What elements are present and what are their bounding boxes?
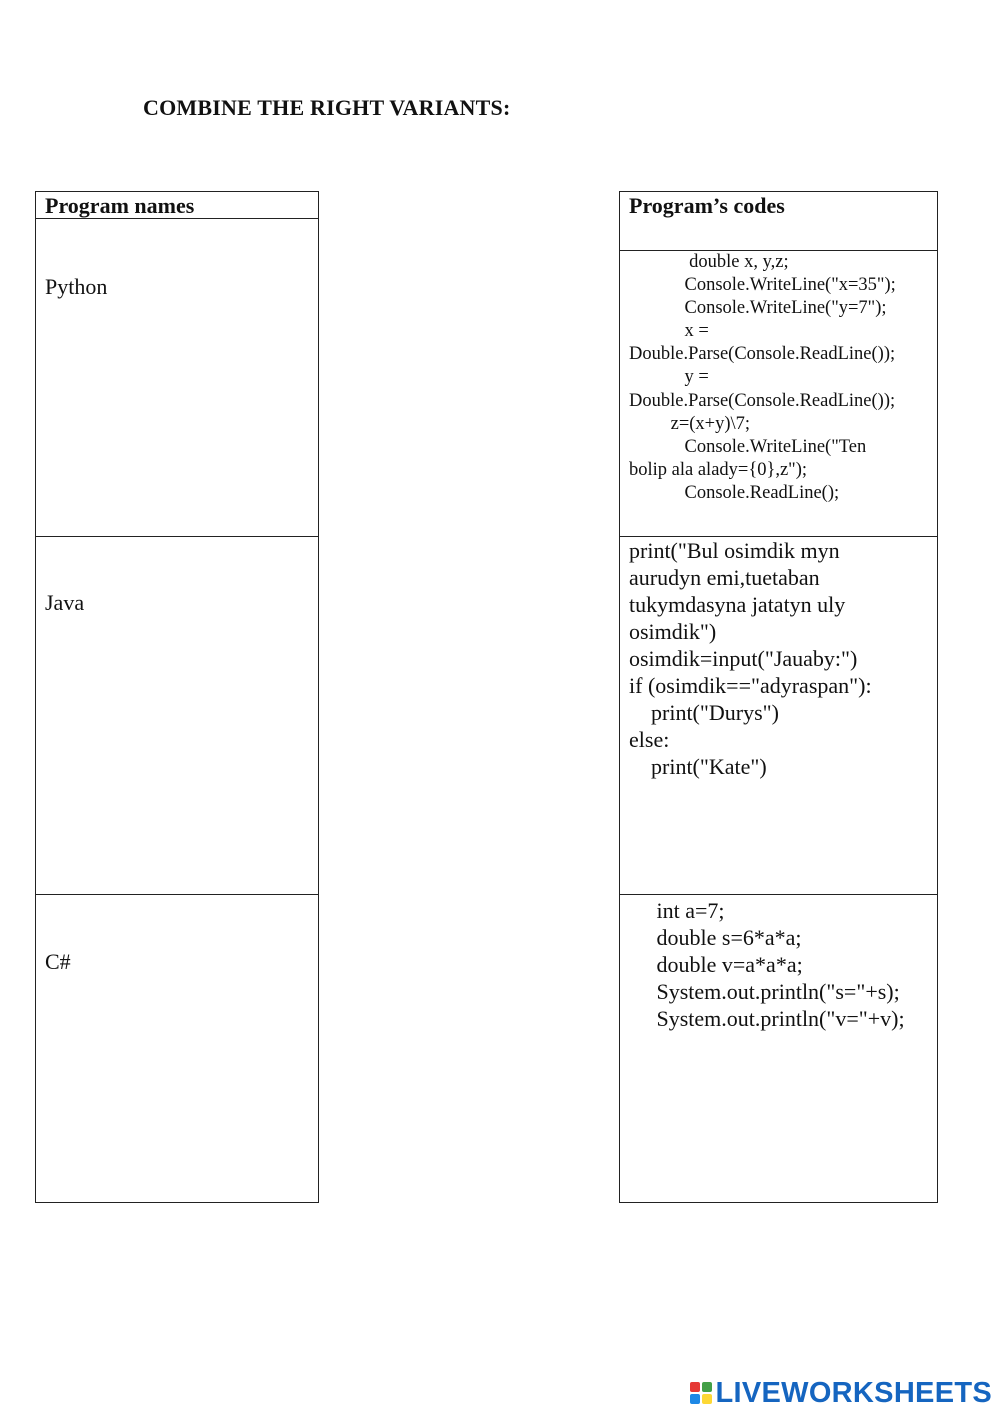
code-block-2: print("Bul osimdik myn aurudyn emi,tuetaban tukymdasyna jatatyn uly osimdik") osimdik=input("Jauaby:") if (osimdik=="adyraspan"): print("Durys") else: print("Kate") [629,538,872,779]
page-title: COMBINE THE RIGHT VARIANTS: [143,95,511,120]
program-name-cell[interactable] [36,537,318,895]
program-names-header: Program names [36,192,318,219]
program-name-csharp: C# [45,949,71,974]
code-block-3: int a=7; double s=6*a*a; double v=a*a*a; System.out.println("s="+s); System.out.println("v="+v); [656,898,905,1031]
code-block-1: double x, y,z; Console.WriteLine("x=35"); Console.WriteLine("y=7"); x = Double.Parse(Console.ReadLine()); y = Double.Parse(Console.ReadLine()); z=(x+y)\7; Console.WriteLine("Ten bolip ala alady={0},z"); Console.ReadLine(); [629,252,896,503]
program-name-cell[interactable] [36,895,318,1204]
logo-square [702,1394,712,1404]
code-cell[interactable] [620,537,937,895]
liveworksheets-mark-icon [690,1382,712,1404]
program-names-column [35,191,319,1203]
logo-square [690,1394,700,1404]
code-cell[interactable] [620,251,937,537]
logo-square [702,1382,712,1392]
program-codes-column [619,191,938,1203]
program-name-java: Java [45,590,85,615]
code-cell[interactable] [620,895,937,1204]
liveworksheets-logo [690,1375,993,1411]
logo-square [690,1382,700,1392]
logo-text: LIVEWORKSHEETS [715,1376,992,1409]
program-name-cell[interactable] [36,219,318,537]
program-codes-header: Program’s codes [620,192,937,251]
program-name-python: Python [45,274,108,299]
